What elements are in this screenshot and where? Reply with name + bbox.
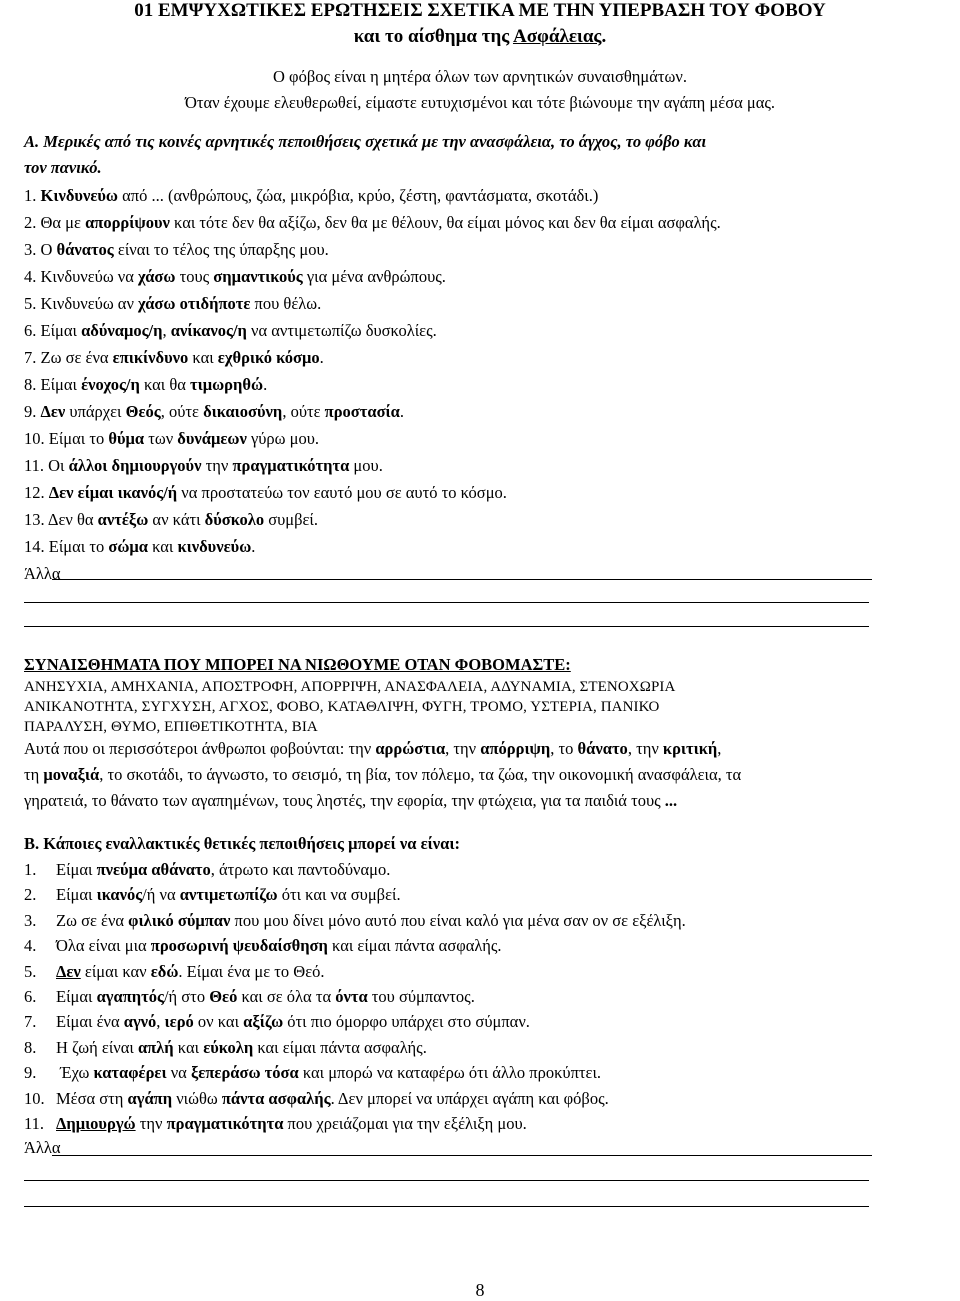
positive-belief-item: [24, 1037, 427, 1059]
emotions-heading: ΣΥΝΑΙΣΘΗΜΑΤΑ ΠΟΥ ΜΠΟΡΕΙ ΝΑ ΝΙΩΘΟΥΜΕ ΟΤΑΝ ΦΟΒΟΜΑΣΤΕ:: [24, 655, 571, 674]
item-number: 2.: [24, 885, 37, 905]
text-run: φιλικό σύμπαν: [128, 910, 231, 930]
emotions-line-2: ΑΝΙΚΑΝΟΤΗΤΑ, ΣΥΓΧΥΣΗ, ΑΓΧΟΣ, ΦΟΒΟ, ΚΑΤΑΘΛΙΨΗ, ΦΥΓΗ, ΤΡΟΜΟ, ΥΣΤΕΡΙΑ, ΠΑΝΙΚΟ: [24, 699, 660, 715]
text-run: τιμωρηθώ: [190, 375, 264, 394]
text-run: ιερό: [164, 1012, 194, 1032]
text-run: .: [251, 537, 256, 556]
text-run: 12.: [24, 483, 49, 502]
text-run: θάνατος: [56, 240, 114, 259]
positive-belief-item: [24, 1088, 609, 1110]
text-run: αντέξω: [97, 510, 149, 529]
fears-line: [24, 738, 721, 760]
text-run: .: [399, 402, 405, 421]
text-run: .: [319, 348, 324, 367]
text-run: ένοχος/η: [81, 375, 140, 394]
text-run: και είμαι πάντα ασφαλής.: [253, 1037, 427, 1057]
text-run: 7. Ζω σε ένα: [24, 348, 113, 367]
text-run: Ζω σε ένα: [56, 910, 129, 930]
text-run: 8. Είμαι: [24, 375, 82, 394]
text-run: Κινδυνεύω: [40, 186, 118, 205]
text-run: Είμαι: [56, 885, 97, 905]
text-run: θάνατο: [577, 739, 628, 758]
item-number: 8.: [24, 1037, 37, 1057]
item-number: 7.: [24, 1012, 37, 1032]
text-run: σώμα: [108, 537, 148, 556]
text-run: 4. Κινδυνεύω να: [24, 267, 139, 286]
text-run: ,: [156, 1012, 165, 1032]
text-run: ,: [717, 739, 722, 758]
positive-belief-item: [24, 935, 502, 957]
negative-belief-item: [24, 536, 255, 558]
negative-belief-item: [24, 455, 383, 477]
text-run: αγνό: [123, 1012, 157, 1032]
text-run: 13. Δεν θα: [24, 510, 98, 529]
item-number: 5.: [24, 961, 37, 981]
text-run: , ούτε: [160, 402, 204, 421]
text-run: μοναξιά: [43, 765, 100, 784]
negative-belief-item: [24, 320, 437, 342]
text-run: και: [188, 348, 218, 367]
intro-line-2: Όταν έχουμε ελευθερωθεί, είμαστε ευτυχισμένοι και τότε βιώνουμε την αγάπη μέσα μας.: [184, 93, 776, 112]
text-run: Είμαι ένα: [56, 1012, 124, 1032]
negative-belief-item: [24, 428, 319, 450]
section-a-heading-line-2: τον πανικό.: [24, 158, 102, 177]
text-run: ...: [664, 791, 678, 810]
item-number: 1.: [24, 860, 37, 879]
text-run: για μένα ανθρώπους.: [302, 267, 446, 286]
negative-belief-item: [24, 293, 321, 315]
text-run: ότι πιο όμορφο υπάρχει στο σύμπαν.: [283, 1012, 530, 1032]
text-run: και είμαι πάντα ασφαλής.: [327, 936, 502, 956]
negative-belief-item: [24, 482, 507, 504]
text-run: τους: [175, 267, 214, 286]
text-run: αγαπητός: [96, 987, 164, 1006]
text-run: και: [173, 1037, 204, 1057]
text-run: την: [135, 1114, 167, 1133]
text-run: αγάπη: [127, 1088, 173, 1108]
positive-belief-item: [24, 884, 401, 906]
text-run: εύκολη: [203, 1037, 254, 1057]
text-run: πραγματικότητα: [232, 456, 350, 475]
text-run: ον και: [193, 1012, 244, 1032]
section-b-answer-line-3[interactable]: [24, 1206, 869, 1207]
negative-belief-item: [24, 239, 329, 261]
text-run: Δεν είμαι ικανός/ή: [48, 483, 178, 502]
text-run: Δεν: [40, 402, 66, 421]
text-run: . Είμαι ένα με το Θεό.: [178, 961, 325, 981]
text-run: Αυτά που οι περισσότεροι άνθρωποι φοβούνται: την: [24, 739, 376, 758]
text-run: Θεός: [125, 402, 161, 421]
text-run: .: [263, 375, 268, 394]
item-number: 11.: [24, 1114, 45, 1133]
fears-line: [24, 790, 677, 812]
text-run: του σύμπαντος.: [367, 987, 475, 1006]
text-run: που χρειάζομαι για την εξέλιξη μου.: [283, 1114, 527, 1133]
text-run: πνεύμα αθάνατο: [96, 860, 211, 879]
text-run: δυνάμεων: [177, 429, 247, 448]
section-b-heading: Β. Κάποιες εναλλακτικές θετικές πεποιθήσεις μπορεί να είναι:: [24, 834, 460, 853]
text-run: εδώ: [150, 961, 179, 981]
positive-belief-item: [24, 1011, 530, 1033]
positive-belief-item: [24, 910, 686, 932]
item-number: 3.: [24, 910, 37, 930]
text-run: προστασία: [324, 402, 400, 421]
text-run: , το: [550, 739, 578, 758]
text-run: να προστατεύω τον εαυτό μου σε αυτό το κόσμο.: [177, 483, 507, 502]
section-b-answer-line-1[interactable]: [52, 1155, 872, 1156]
section-b-other-label: Άλλα: [24, 1138, 61, 1157]
intro-line-1: Ο φόβος είναι η μητέρα όλων των αρνητικών συναισθημάτων.: [273, 67, 687, 86]
text-run: επικίνδυνο: [112, 348, 189, 367]
text-run: αρρώστια: [375, 739, 446, 758]
section-a-heading-line-1: Α. Μερικές από τις κοινές αρνητικές πεποιθήσεις σχετικά με την ανασφάλεια, το άγχος, το φόβο και: [24, 132, 707, 151]
text-run: που μου δίνει μόνο αυτό που είναι καλό για μένα σαν ον σε εξέλιξη.: [230, 910, 686, 930]
text-run: εχθρικό κόσμο: [217, 348, 320, 367]
section-a-other-label: Άλλα: [24, 564, 61, 583]
fears-line: [24, 764, 741, 786]
text-run: Η ζωή είναι: [56, 1037, 138, 1057]
text-run: , την: [445, 739, 481, 758]
text-run: 14. Είμαι το: [24, 537, 109, 556]
negative-belief-item: [24, 509, 318, 531]
text-run: απλή: [137, 1037, 174, 1057]
text-run: ξεπεράσω τόσα: [190, 1063, 299, 1083]
title-text: 01 ΕΜΨΥΧΩΤΙΚΕΣ ΕΡΩΤΗΣΕΙΣ ΣΧΕΤΙΚΑ ΜΕ ΤΗΝ ΥΠΕΡΒΑΣΗ ΤΟΥ ΦΟΒΟΥ: [134, 0, 826, 21]
section-a-answer-line-1[interactable]: [52, 579, 872, 580]
text-run: αδύναμος/η: [81, 321, 163, 340]
text-run: 9.: [24, 402, 41, 421]
text-run: . Δεν μπορεί να υπάρχει αγάπη και φόβος.: [330, 1088, 609, 1108]
document-title-line-1: [0, 0, 960, 22]
negative-belief-item: [24, 401, 404, 423]
text-run: απόρριψη: [480, 739, 551, 758]
text-run: δύσκολο: [204, 510, 265, 529]
text-run: υπάρχει: [65, 402, 126, 421]
positive-belief-item: [24, 1062, 601, 1084]
text-run: είναι το τέλος της ύπαρξης μου.: [113, 240, 329, 259]
text-run: να: [166, 1063, 191, 1083]
text-run: Είμαι: [56, 860, 97, 879]
text-run: χάσω οτιδήποτε: [138, 294, 251, 313]
text-run: Έχω: [56, 1063, 94, 1083]
text-run: γηρατειά, το θάνατο των αγαπημένων, τους ληστές, την εφορία, την φτώχεια, για τα παιδιά τους: [24, 791, 665, 810]
text-run: Δεν: [56, 961, 81, 981]
text-run: όντα: [335, 987, 368, 1006]
text-run: ,: [162, 321, 171, 340]
text-run: 5. Κινδυνεύω αν: [24, 294, 139, 313]
text-run: Δημιουργώ: [56, 1114, 136, 1133]
text-run: συμβεί.: [264, 510, 319, 529]
item-number: 4.: [24, 936, 37, 956]
text-run: χάσω: [138, 267, 176, 286]
emotions-line-3: ΠΑΡΑΛΥΣΗ, ΘΥΜΟ, ΕΠΙΘΕΤΙΚΟΤΗΤΑ, ΒΙΑ: [24, 719, 318, 735]
text-run: από ... (ανθρώπους, ζώα, μικρόβια, κρύο, ζέστη, φαντάσματα, σκοτάδι.): [118, 186, 599, 205]
text-run: δικαιοσύνη: [203, 402, 283, 421]
section-b-answer-line-2[interactable]: [24, 1180, 869, 1181]
text-run: ικανός: [96, 885, 143, 905]
section-a-answer-line-2[interactable]: [24, 602, 869, 603]
text-run: 6. Είμαι: [24, 321, 82, 340]
text-run: και σε όλα τα: [237, 987, 336, 1006]
text-run: προσωρινή ψευδαίσθηση: [150, 936, 328, 956]
text-run: νιώθω: [172, 1088, 222, 1108]
text-run: και θα: [139, 375, 191, 394]
text-run: 10. Είμαι το: [24, 429, 109, 448]
text-run: , το σκοτάδι, το άγνωστο, το σεισμό, τη βία, τον πόλεμο, τα ζώα, την οικονομική ανασφάλεια, τα: [99, 765, 742, 784]
text-run: πάντα ασφαλής: [221, 1088, 331, 1108]
text-run: που θέλω.: [250, 294, 322, 313]
emotions-line-1: ΑΝΗΣΥΧΙΑ, ΑΜΗΧΑΝΙΑ, ΑΠΟΣΤΡΟΦΗ, ΑΠΟΡΡΙΨΗ, ΑΝΑΣΦΑΛΕΙΑ, ΑΔΥΝΑΜΙΑ, ΣΤΕΝΟΧΩΡΙΑ: [24, 679, 676, 695]
text-run: /ή στο: [163, 987, 210, 1006]
document-title-line-2: [0, 26, 960, 48]
text-run: Θεό: [209, 987, 238, 1006]
positive-belief-item: [24, 1113, 527, 1135]
negative-belief-item: [24, 212, 721, 234]
text-run: κριτική: [662, 739, 718, 758]
text-run: να αντιμετωπίζω δυσκολίες.: [246, 321, 437, 340]
positive-belief-item: [24, 961, 325, 983]
text-run: αν κάτι: [148, 510, 205, 529]
text-run: μου.: [349, 456, 383, 475]
text-run: ότι και να συμβεί.: [277, 885, 401, 905]
title-underlined-word: Ασφάλειας: [512, 26, 602, 47]
text-run: πραγματικότητα: [166, 1114, 284, 1133]
text-run: αξίζω: [243, 1012, 284, 1032]
text-run: 11. Οι: [24, 456, 69, 475]
item-number: 10.: [24, 1088, 45, 1108]
text-run: /ή να: [142, 885, 180, 905]
positive-belief-item: [24, 986, 475, 1008]
text-run: θύμα: [108, 429, 145, 448]
text-run: ανίκανος/η: [170, 321, 247, 340]
text-run: , ούτε: [282, 402, 325, 421]
text-run: καταφέρει: [93, 1063, 167, 1083]
text-run: είμαι καν: [80, 961, 151, 981]
text-run: την: [201, 456, 233, 475]
text-run: και μπορώ να καταφέρω ότι άλλο προκύπτει.: [298, 1063, 602, 1083]
text-run: 2. Θα με: [24, 213, 86, 232]
text-run: 3. Ο: [24, 240, 57, 259]
page-number: 8: [475, 1280, 485, 1300]
item-number: 6.: [24, 987, 37, 1006]
text-run: απορρίψουν: [85, 213, 170, 232]
negative-belief-item: [24, 347, 324, 369]
title-prefix: και το αίσθημα της: [353, 26, 513, 47]
negative-belief-item: [24, 374, 267, 396]
text-run: άλλοι δημιουργούν: [68, 456, 202, 475]
text-run: σημαντικούς: [213, 267, 303, 286]
text-run: αντιμετωπίζω: [179, 885, 278, 905]
text-run: των: [144, 429, 178, 448]
negative-belief-item: [24, 185, 598, 207]
section-a-answer-line-3[interactable]: [24, 626, 869, 627]
text-run: Είμαι: [56, 987, 97, 1006]
negative-belief-item: [24, 266, 446, 288]
text-run: γύρω μου.: [246, 429, 320, 448]
text-run: , την: [627, 739, 663, 758]
text-run: Μέσα στη: [56, 1088, 128, 1108]
item-number: 9.: [24, 1063, 37, 1083]
text-run: κινδυνεύω: [177, 537, 252, 556]
positive-belief-item: [24, 859, 390, 881]
text-run: 1.: [24, 186, 41, 205]
text-run: και: [147, 537, 178, 556]
text-run: , άτρωτο και παντοδύναμο.: [210, 860, 391, 879]
text-run: τη: [24, 765, 44, 784]
text-run: Όλα είναι μια: [56, 936, 151, 956]
title-suffix: .: [601, 26, 607, 47]
text-run: και τότε δεν θα αξίζω, δεν θα με θέλουν, θα είμαι μόνος και δεν θα είμαι ασφαλής.: [169, 213, 721, 232]
